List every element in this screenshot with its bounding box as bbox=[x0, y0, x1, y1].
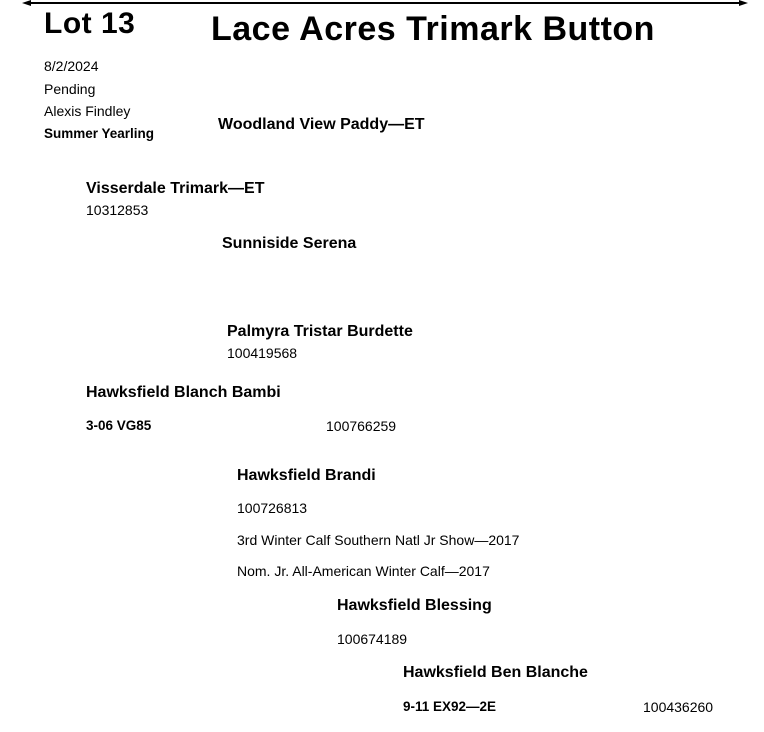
granddam-award-2: Nom. Jr. All-American Winter Calf—2017 bbox=[237, 563, 490, 579]
granddam-award-1: 3rd Winter Calf Southern Natl Jr Show—2017 bbox=[237, 532, 520, 548]
granddam-reg-number: 100726813 bbox=[237, 500, 308, 516]
dam-reg-number: 100766259 bbox=[326, 418, 397, 434]
dam-sire-reg-number: 100419568 bbox=[227, 345, 298, 361]
lot-number: Lot 13 bbox=[44, 7, 136, 40]
great-granddam-name: Hawksfield Blessing bbox=[337, 597, 492, 614]
sale-date: 8/2/2024 bbox=[44, 58, 99, 74]
granddam-name: Hawksfield Brandi bbox=[237, 467, 376, 484]
animal-class: Summer Yearling bbox=[44, 126, 155, 141]
great-granddam-reg-number: 100674189 bbox=[337, 631, 408, 647]
consignor-name: Alexis Findley bbox=[44, 103, 131, 119]
sire-dam-name: Sunniside Serena bbox=[222, 235, 357, 252]
dam-sire-name: Palmyra Tristar Burdette bbox=[227, 323, 413, 340]
dam-score: 3-06 VG85 bbox=[86, 418, 152, 433]
sire-name: Visserdale Trimark—ET bbox=[86, 180, 265, 197]
great-great-granddam-score: 9-11 EX92—2E bbox=[403, 699, 497, 714]
sire-reg-number: 10312853 bbox=[86, 202, 149, 218]
sire-sire-name: Woodland View Paddy—ET bbox=[218, 116, 425, 133]
animal-title: Lace Acres Trimark Button bbox=[211, 10, 655, 48]
great-great-granddam-reg-number: 100436260 bbox=[643, 699, 714, 715]
dam-name: Hawksfield Blanch Bambi bbox=[86, 384, 281, 401]
great-great-granddam-name: Hawksfield Ben Blanche bbox=[403, 664, 588, 681]
status-text: Pending bbox=[44, 81, 96, 97]
